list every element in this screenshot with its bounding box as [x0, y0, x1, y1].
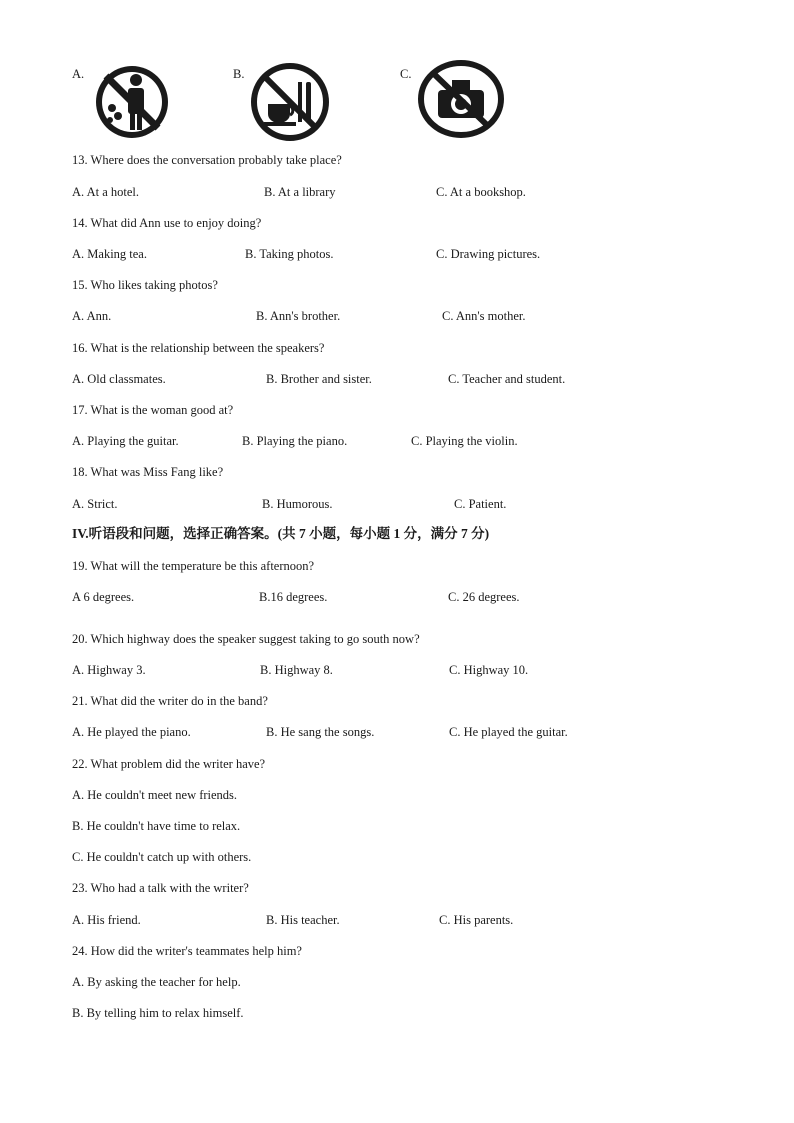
option-a: A. Strict. — [72, 497, 118, 511]
option-a: A 6 degrees. — [72, 590, 135, 604]
no-standing-icon — [92, 64, 172, 140]
question-13: 13. Where does the conversation probably take place? — [72, 153, 342, 167]
option-c: C. At a bookshop. — [436, 185, 526, 199]
question-24-option-b: B. By telling him to relax himself. — [72, 1006, 244, 1020]
option-b: B. He sang the songs. — [266, 725, 375, 739]
question-22-option-b: B. He couldn't have time to relax. — [72, 819, 241, 833]
no-food-drink-icon — [250, 62, 330, 142]
option-a: A. His friend. — [72, 913, 141, 927]
question-14: 14. What did Ann use to enjoy doing? — [72, 216, 262, 230]
no-camera-icon — [418, 60, 504, 138]
picture-label-b: B. — [233, 67, 245, 81]
option-c: C. Ann's mother. — [442, 309, 526, 323]
option-b: B. Brother and sister. — [266, 372, 372, 386]
option-c: C. Playing the violin. — [411, 434, 518, 448]
option-b: B. His teacher. — [266, 913, 340, 927]
option-a: A. Ann. — [72, 309, 112, 323]
option-a: A. Old classmates. — [72, 372, 166, 386]
picture-label-c: C. — [400, 67, 412, 81]
option-c: C. Highway 10. — [449, 663, 529, 677]
option-a: A. Making tea. — [72, 247, 147, 261]
option-b: B. Playing the piano. — [242, 434, 348, 448]
question-15: 15. Who likes taking photos? — [72, 278, 218, 292]
question-16: 16. What is the relationship between the speakers? — [72, 341, 325, 355]
question-24-option-a: A. By asking the teacher for help. — [72, 975, 241, 989]
picture-label-a: A. — [72, 67, 85, 81]
option-a: A. At a hotel. — [72, 185, 140, 199]
question-22-option-a: A. He couldn't meet new friends. — [72, 788, 238, 802]
option-c: C. 26 degrees. — [448, 590, 520, 604]
question-22: 22. What problem did the writer have? — [72, 757, 266, 771]
option-b: B.16 degrees. — [259, 590, 328, 604]
question-17: 17. What is the woman good at? — [72, 403, 234, 417]
option-b: B. At a library — [264, 185, 336, 199]
section-title: IV.听语段和问题，选择正确答案。(共 7 小题，每小题 1 分，满分 7 分) — [72, 526, 490, 541]
option-a: A. Playing the guitar. — [72, 434, 179, 448]
question-20: 20. Which highway does the speaker suggest taking to go south now? — [72, 632, 420, 646]
option-b: B. Highway 8. — [260, 663, 333, 677]
question-19: 19. What will the temperature be this afternoon? — [72, 559, 315, 573]
option-c: C. Drawing pictures. — [436, 247, 541, 261]
option-a: A. Highway 3. — [72, 663, 146, 677]
option-b: B. Taking photos. — [245, 247, 334, 261]
question-18: 18. What was Miss Fang like? — [72, 465, 224, 479]
option-c: C. He played the guitar. — [449, 725, 568, 739]
question-23: 23. Who had a talk with the writer? — [72, 881, 249, 895]
option-b: B. Ann's brother. — [256, 309, 341, 323]
question-21: 21. What did the writer do in the band? — [72, 694, 268, 708]
option-c: C. Teacher and student. — [448, 372, 566, 386]
question-22-option-c: C. He couldn't catch up with others. — [72, 850, 252, 864]
option-c: C. Patient. — [454, 497, 507, 511]
option-a: A. He played the piano. — [72, 725, 191, 739]
option-b: B. Humorous. — [262, 497, 333, 511]
question-24: 24. How did the writer's teammates help him? — [72, 944, 302, 958]
option-c: C. His parents. — [439, 913, 514, 927]
